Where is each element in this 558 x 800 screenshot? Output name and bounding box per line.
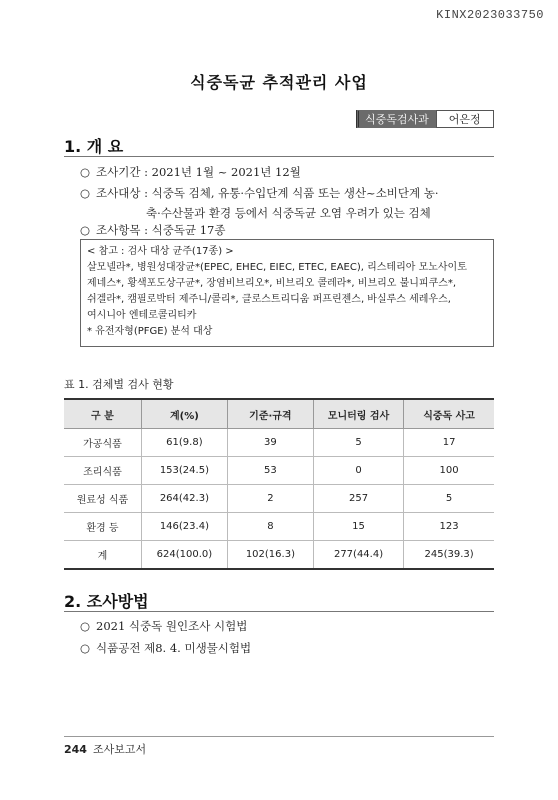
bullet-icon: ○	[80, 619, 91, 633]
table-cell: 100	[404, 457, 494, 485]
section-2-rule	[64, 611, 494, 612]
table-row	[64, 513, 494, 541]
table-cell: 2	[227, 485, 313, 513]
footer-label: 조사보고서	[92, 743, 147, 756]
table-row	[64, 457, 494, 485]
page-title: 식중독균 추적관리 사업	[190, 73, 368, 92]
table-cell: 257	[313, 485, 403, 513]
overview-item-target-cont: 축·수산물과 환경 등에서 식중독균 오염 우려가 있는 검체	[146, 206, 431, 220]
reference-line: 살모넬라*, 병원성대장균*(EPEC, EHEC, EIEC, ETEC, EAEC), 리스테리아 모노사이토	[87, 262, 467, 273]
reference-line: 쉬겔라*, 캠필로박터 제주니/콜리*, 클로스트리디움 퍼프린젠스, 바실루스 세레우스,	[87, 294, 451, 305]
footer-rule	[64, 736, 494, 737]
table-cell: 17	[404, 429, 494, 457]
table-cell: 8	[227, 513, 313, 541]
column-header: 기준·규격	[227, 399, 313, 429]
bullet-icon: ○	[80, 641, 91, 655]
section-1-heading: 1. 개 요	[64, 137, 124, 156]
table-cell: 조리식품	[64, 457, 141, 485]
bullet-icon: ○	[80, 186, 91, 200]
table-cell: 123	[404, 513, 494, 541]
column-header: 식중독 사고	[404, 399, 494, 429]
section-2-heading: 2. 조사방법	[64, 592, 149, 611]
overview-item-period: ○ 조사기간 : 2021년 1월 ~ 2021년 12월	[80, 165, 301, 179]
table-total-row	[64, 541, 494, 570]
table-cell: 153(24.5)	[141, 457, 227, 485]
table-caption: 표 1. 검체별 검사 현황	[64, 378, 174, 391]
method-item: ○ 식품공전 제8. 4. 미생물시험법	[80, 641, 252, 655]
table-header-row	[64, 399, 494, 429]
reference-line: 제네스*, 황색포도상구균*, 장염비브리오*, 비브리오 콜레라*, 비브리오 불니피쿠스*,	[87, 278, 457, 289]
table-cell: 원료성 식품	[64, 485, 141, 513]
table-cell: 5	[313, 429, 403, 457]
table-cell: 53	[227, 457, 313, 485]
department-box	[356, 110, 494, 128]
reference-note: * 유전자형(PFGE) 분석 대상	[87, 326, 213, 337]
method-item: ○ 2021 식중독 원인조사 시험법	[80, 619, 248, 633]
table-cell: 0	[313, 457, 403, 485]
table-cell: 15	[313, 513, 403, 541]
table-cell: 61(9.8)	[141, 429, 227, 457]
column-header: 구 분	[64, 399, 141, 429]
section-1-rule	[64, 156, 494, 157]
table-cell: 102(16.3)	[227, 541, 313, 570]
table-cell: 계	[64, 541, 141, 570]
department-label: 식중독검사과	[356, 110, 436, 128]
sample-status-table	[64, 398, 494, 570]
table-cell: 39	[227, 429, 313, 457]
table-cell: 가공식품	[64, 429, 141, 457]
overview-item-scope: ○ 조사항목 : 식중독균 17종	[80, 223, 226, 237]
reference-line: 여시니아 엔테로콜리티카	[87, 310, 197, 321]
table-row	[64, 429, 494, 457]
table-cell: 146(23.4)	[141, 513, 227, 541]
bullet-icon: ○	[80, 165, 91, 179]
document-id: KINX2023033750	[436, 8, 544, 22]
page-number: 244	[64, 743, 87, 756]
table-cell: 5	[404, 485, 494, 513]
bullet-icon: ○	[80, 223, 91, 237]
column-header: 계(%)	[141, 399, 227, 429]
table-cell: 245(39.3)	[404, 541, 494, 570]
overview-item-target: ○ 조사대상 : 식중독 검체, 유통·수입단계 식품 또는 생산~소비단계 농·	[80, 186, 439, 200]
table-cell: 277(44.4)	[313, 541, 403, 570]
page-footer	[64, 741, 146, 757]
table-row	[64, 485, 494, 513]
table-cell: 624(100.0)	[141, 541, 227, 570]
reference-line: < 참고 : 검사 대상 균주(17종) >	[87, 246, 234, 257]
reference-box	[80, 239, 494, 347]
table-cell: 환경 등	[64, 513, 141, 541]
author-label: 어은정	[436, 110, 494, 128]
table-cell: 264(42.3)	[141, 485, 227, 513]
column-header: 모니터링 검사	[313, 399, 403, 429]
